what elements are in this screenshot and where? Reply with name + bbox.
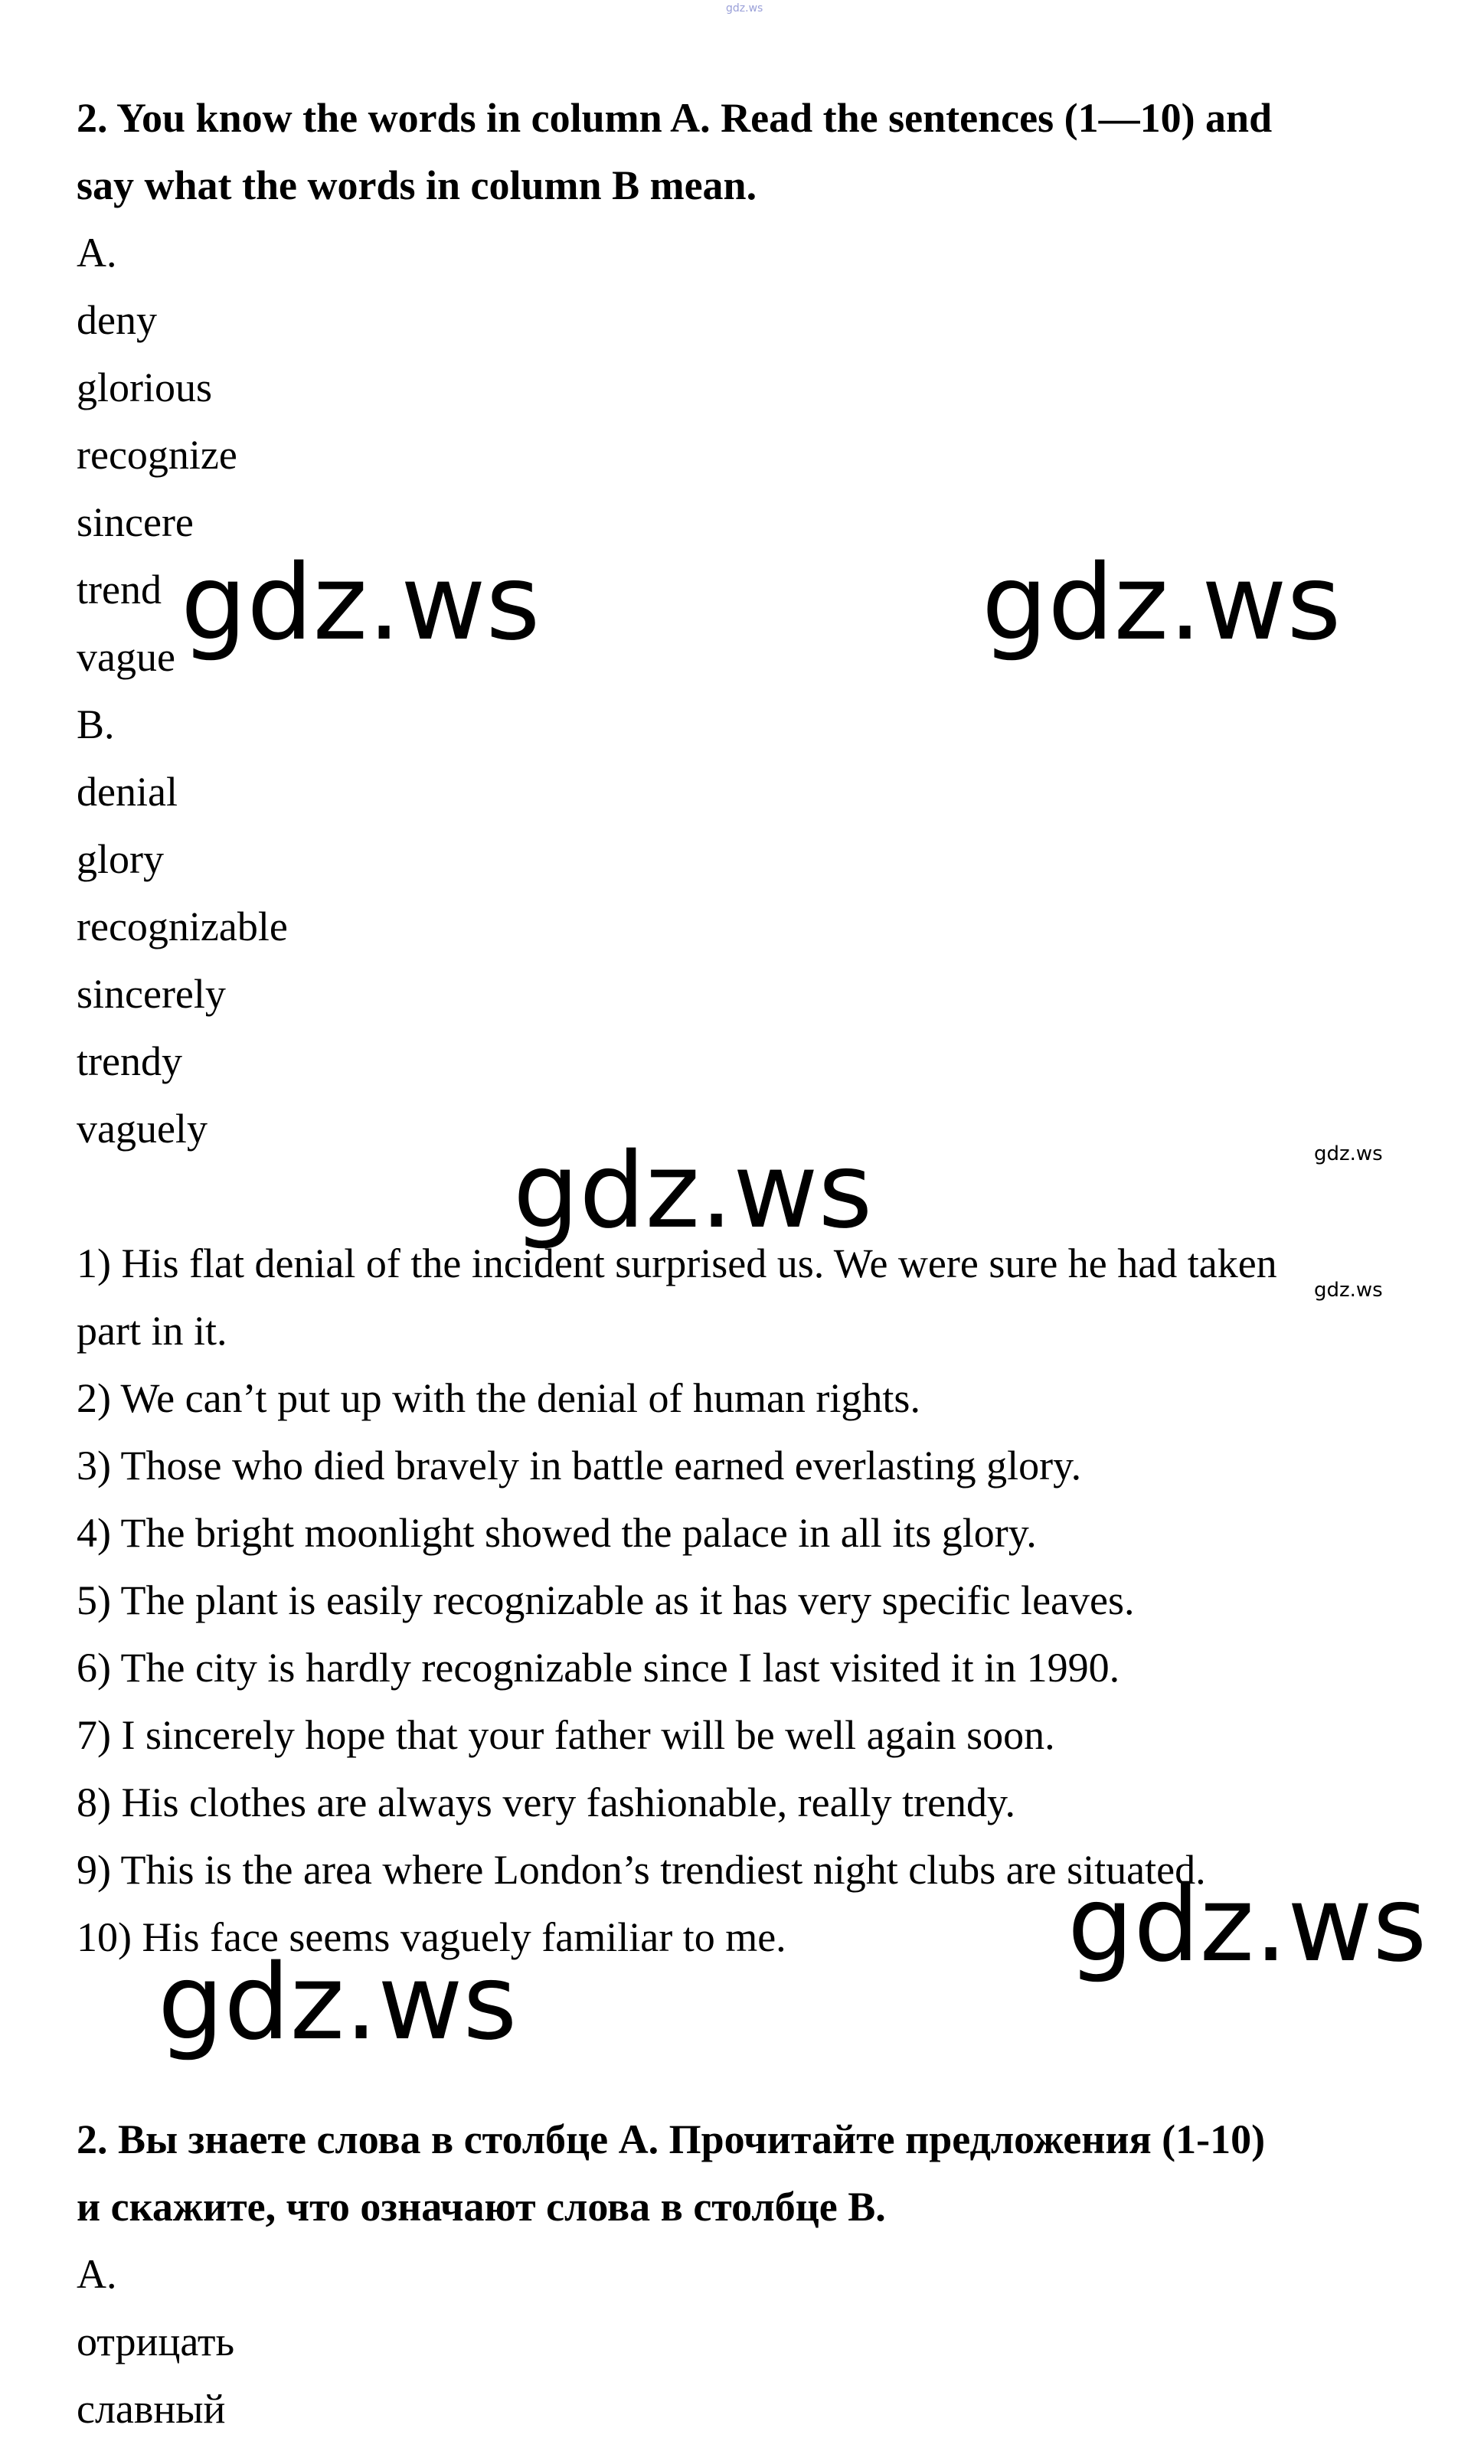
- sentence-line: 9) This is the area where London’s trendiest night clubs are situated.: [77, 1847, 1206, 1893]
- sentence-line: 7) I sincerely hope that your father will be well again soon.: [77, 1712, 1055, 1758]
- watermark-text: gdz.ws: [158, 1943, 518, 2064]
- russian-heading-line-1: 2. Вы знаете слова в столбце А. Прочитайте предложения (1-10): [77, 2116, 1266, 2162]
- sentence-line: 1) His flat denial of the incident surprised us. We were sure he had taken: [77, 1240, 1277, 1286]
- column-b-word: vaguely: [77, 1106, 208, 1152]
- sentence-line: part in it.: [77, 1308, 227, 1354]
- column-a-label: A.: [77, 230, 117, 276]
- column-a-word: sincere: [77, 499, 194, 545]
- column-a-word: glorious: [77, 364, 213, 410]
- sentence-line: 8) His clothes are always very fashionable, really trendy.: [77, 1779, 1016, 1825]
- column-b-word: sincerely: [77, 971, 226, 1017]
- russian-heading-line-2: и скажите, что означают слова в столбце В.: [77, 2184, 886, 2230]
- column-b-word: denial: [77, 769, 178, 815]
- sentence-line: 10) His face seems vaguely familiar to me.: [77, 1914, 786, 1960]
- russian-column-a-word: славный: [77, 2386, 226, 2432]
- column-a-word: trend: [77, 567, 162, 613]
- column-a-word: vague: [77, 634, 175, 680]
- sentence-line: 6) The city is hardly recognizable since I last visited it in 1990.: [77, 1645, 1120, 1691]
- russian-column-a-word: отрицать: [77, 2319, 235, 2364]
- russian-column-a-label: А.: [77, 2251, 117, 2297]
- exercise-heading-line-1: 2. You know the words in column A. Read the sentences (1—10) and: [77, 95, 1273, 141]
- column-b-word: recognizable: [77, 904, 288, 949]
- watermark-text: gdz.ws: [181, 543, 541, 664]
- sentence-line: 4) The bright moonlight showed the palace in all its glory.: [77, 1510, 1037, 1556]
- watermark-text: gdz.ws: [982, 543, 1342, 664]
- column-b-label: B.: [77, 701, 115, 747]
- sentence-line: 5) The plant is easily recognizable as it has very specific leaves.: [77, 1577, 1135, 1623]
- column-a-word: recognize: [77, 432, 237, 478]
- watermark-text-small: gdz.ws: [1314, 1279, 1383, 1302]
- sentence-line: 2) We can’t put up with the denial of human rights.: [77, 1375, 920, 1421]
- sentence-line: 3) Those who died bravely in battle earned everlasting glory.: [77, 1443, 1082, 1489]
- watermark-text: gdz.ws: [513, 1131, 873, 1252]
- watermark-text: gdz.ws: [1067, 1864, 1427, 1985]
- column-a-word: deny: [77, 297, 157, 343]
- watermark-text-small: gdz.ws: [1314, 1142, 1383, 1165]
- exercise-heading-line-2: say what the words in column B mean.: [77, 162, 757, 208]
- column-b-word: glory: [77, 836, 164, 882]
- top-watermark: gdz.ws: [726, 2, 763, 15]
- column-b-word: trendy: [77, 1038, 182, 1084]
